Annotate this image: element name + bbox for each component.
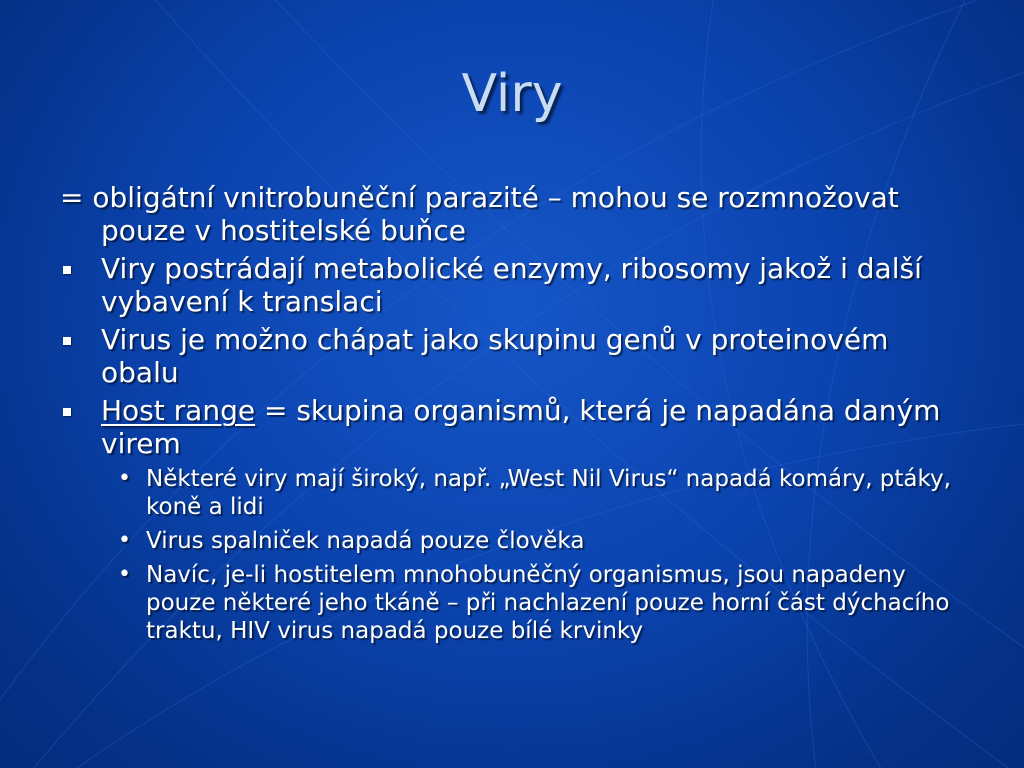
sub-bullet-list bbox=[60, 465, 960, 645]
bullet-item bbox=[60, 252, 960, 318]
square-bullet-icon bbox=[63, 266, 71, 274]
round-bullet-icon: • bbox=[118, 466, 131, 491]
bullet-item-host-range bbox=[60, 394, 960, 460]
sub-bullet-text: Navíc, je-li hostitelem mnohobuněčný organismus, jsou napadeny pouze některé jeho tkáně – při nachlazení pouze horní část dýchacího traktu, HIV virus napadá pouze bílé krvinky bbox=[146, 562, 950, 644]
sub-bullet-text: Některé viry mají široký, např. „West Nil Virus“ napadá komáry, ptáky, koně a lidi bbox=[146, 466, 951, 520]
bullet-text: Viry postrádají metabolické enzymy, ribosomy jakož i další vybavení k translaci bbox=[101, 252, 922, 318]
sub-bullet-item bbox=[60, 561, 960, 645]
intro-text: = obligátní vnitrobuněční parazité – mohou se rozmnožovat pouze v hostitelské buňce bbox=[60, 181, 899, 247]
square-bullet-icon bbox=[63, 408, 71, 416]
round-bullet-icon: • bbox=[118, 528, 131, 553]
host-range-term: Host range bbox=[101, 394, 256, 427]
slide-body bbox=[60, 181, 960, 651]
sub-bullet-item bbox=[60, 527, 960, 555]
sub-bullet-item bbox=[60, 465, 960, 521]
bullet-text: Virus je možno chápat jako skupinu genů v proteinovém obalu bbox=[101, 323, 889, 389]
sub-bullet-text: Virus spalniček napadá pouze člověka bbox=[146, 528, 585, 554]
host-range-definition: = skupina organismů, která je napadána daným virem bbox=[101, 394, 941, 460]
slide-title: Viry bbox=[461, 64, 563, 124]
square-bullet-icon bbox=[63, 337, 71, 345]
round-bullet-icon: • bbox=[118, 562, 131, 587]
bullet-item bbox=[60, 323, 960, 389]
